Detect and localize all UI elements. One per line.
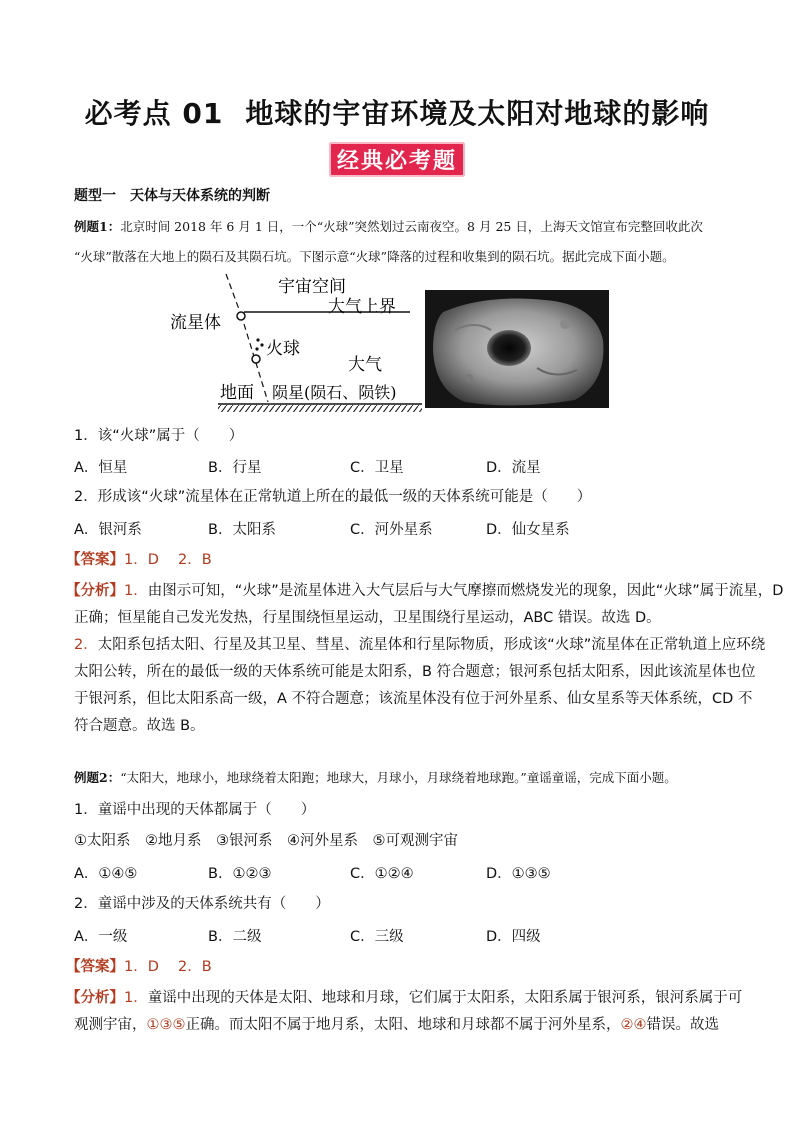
example1-answer [66,550,726,570]
ground-hatch [218,405,422,412]
label-ground: 地面 [220,383,254,403]
option-b: B．太阳系 [208,522,276,538]
option-d: D．仙女星系 [486,522,570,538]
label-upper-atmosphere: 大气上界 [328,297,396,317]
option-a: A．银河系 [74,522,142,538]
option-b: B．二级 [208,929,262,945]
answer-tag: 【答案】 [66,959,124,975]
option-d: D．流星 [486,460,541,476]
analysis1-num: 1． [124,990,148,1006]
example1-question2-options [74,518,734,538]
label-meteorite: 陨星(陨石、陨铁) [272,383,397,402]
title-text: 地球的宇宙环境及太阳对地球的影响 [245,97,710,130]
badge-container [0,142,794,177]
option-a: A．恒星 [74,460,128,476]
example1-analysis [66,578,784,740]
analysis1-line2b: ①③⑤ [146,1017,186,1033]
fall-path-upper [226,274,240,312]
example2-question1-choices: ①太阳系 ②地月系 ③银河系 ④河外星系 ⑤可观测宇宙 [74,833,458,849]
example1-question1: 1．该“火球”属于（ ） [74,428,244,444]
analysis1-line2c: 正确。而太阳不属于地月系，太阳、地球和月球都不属于河外星系， [185,1017,621,1033]
page-title [0,92,794,132]
example1-intro-line2: “火球”散落在大地上的陨石及其陨石坑。下图示意“火球”降落的过程和收集到的陨石坑。据此完成下面小题。 [74,249,675,264]
answer-text: 1．D 2．B [124,552,212,568]
analysis1-line2d: ②④ [620,1017,647,1033]
classic-badge: 经典必考题 [329,142,465,177]
option-d: D．①③⑤ [486,866,551,882]
option-a: A．一级 [74,929,128,945]
answer-tag: 【答案】 [66,552,124,568]
option-b: B．①②③ [208,866,272,882]
analysis1-line2a: 观测宇宙， [74,1017,147,1033]
example2-intro-text: “太阳大，地球小，地球绕着太阳跑；地球大，月球小，月球绕着地球跑。”童谣童谣，完成下面小题。 [120,770,677,785]
example2-answer [66,957,726,977]
example2-question2-options [74,925,734,945]
fragment-dot [260,343,263,346]
option-c: C．卫星 [350,460,404,476]
analysis1-line1: 童谣中出现的天体是太阳、地球和月球，它们属于太阳系，太阳系属于银河系，银河系属于可 [147,990,743,1006]
fragment-dot [255,347,258,350]
example1-label: 例题1： [74,219,121,234]
example1-intro-text1: 北京时间 2018 年 6 月 1 日，一个“火球”突然划过云南夜空。8 月 25 日，上海天文馆宣布完整回收此次 [120,219,703,234]
option-c: C．河外星系 [350,522,433,538]
analysis2-line4: 符合题意。故选 B。 [74,718,205,734]
example2-question1-options [74,862,734,882]
analysis1-num: 1． [124,583,148,599]
meteoroid-marker [237,312,245,320]
analysis1-line2: 正确；恒星能自己发光发热，行星围绕恒星运动，卫星围绕行星运动，ABC 错误。故选 D。 [74,610,661,626]
label-atmosphere: 大气 [348,355,382,375]
option-b: B．行星 [208,460,262,476]
analysis1-line1: 由图示可知，“火球”是流星体进入大气层后与大气摩擦而燃烧发光的现象，因此“火球”属于流星，D [147,583,784,599]
analysis1-line2e: 错误。故选 [646,1017,719,1033]
fragment-dot [256,338,259,341]
fireball-marker [252,355,260,363]
example1-question2: 2．形成该“火球”流星体在正常轨道上所在的最低一级的天体系统可能是（ ） [74,489,592,505]
example2-question1: 1．童谣中出现的天体都属于（ ） [74,802,316,818]
example2-question2: 2．童谣中涉及的天体系统共有（ ） [74,896,330,912]
fireball-diagram [160,270,422,420]
label-fireball: 火球 [266,339,300,359]
label-meteoroid: 流星体 [170,313,221,333]
option-c: C．三级 [350,929,404,945]
title-number: 必考点 01 [84,97,224,130]
analysis2-line1: 太阳系包括太阳、行星及其卫星、彗星、流星体和行星际物质，形成该“火球”流星体在正常轨道上应环绕 [97,637,766,653]
analysis2-line2: 太阳公转，所在的最低一级的天体系统可能是太阳系，B 符合题意；银河系包括太阳系，因此该流星体也位 [74,664,756,680]
analysis-tag: 【分析】 [66,990,124,1006]
analysis2-line3: 于银河系，但比太阳系高一级，A 不符合题意；该流星体没有位于河外星系、仙女星系等天体系统，CD 不 [74,691,753,707]
example2-intro [74,768,734,788]
section-heading: 题型一 天体与天体系统的判断 [74,188,270,204]
option-d: D．四级 [486,929,541,945]
answer-text: 1．D 2．B [124,959,212,975]
example1-intro-line1 [74,217,734,237]
example2-analysis [66,985,743,1039]
label-space: 宇宙空间 [278,277,346,297]
option-a: A．①④⑤ [74,866,138,882]
meteorite-crater-photo [425,290,609,408]
example1-question1-options [74,456,734,476]
analysis2-num: 2． [74,637,98,653]
analysis-tag: 【分析】 [66,583,124,599]
option-c: C．①②④ [350,866,414,882]
example2-label: 例题2： [74,770,121,785]
